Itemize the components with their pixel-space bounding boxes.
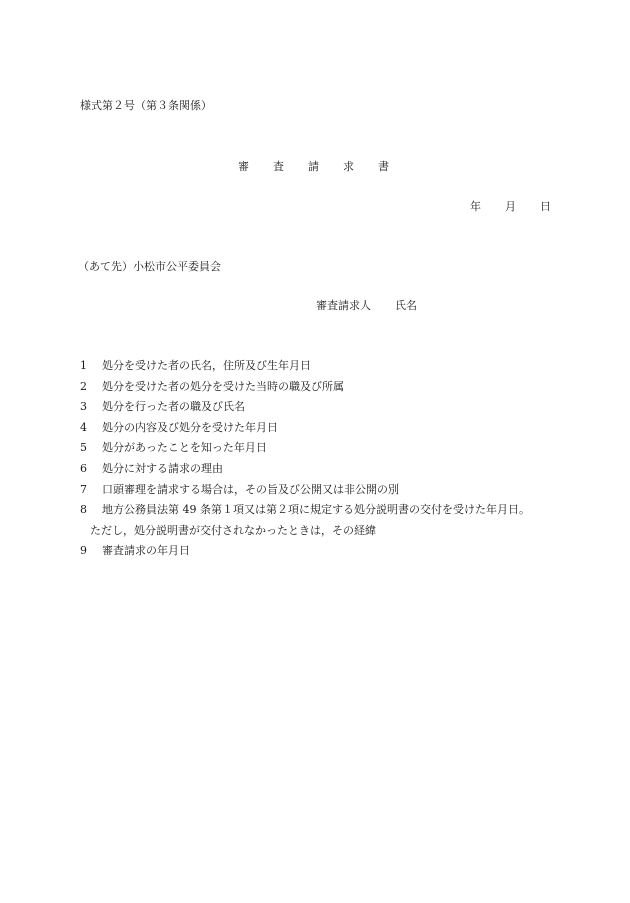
addressee: （あて先）小松市公平委員会: [78, 260, 221, 273]
item-number: 1: [80, 359, 87, 372]
date-year: 年: [470, 200, 481, 213]
item-number: 5: [80, 441, 87, 455]
list-item: [80, 438, 600, 459]
item-text: 地方公務員法第 49 条第１項又は第２項に規定する処分説明書の交付を受けた年月日。: [102, 503, 530, 517]
list-item: [80, 541, 600, 562]
requester-name-label: 氏名: [395, 299, 417, 312]
item-text: 口頭審理を請求する場合は，その旨及び公開又は非公開の別: [102, 482, 399, 496]
list-item: [80, 377, 600, 398]
date-day: 日: [540, 200, 551, 213]
item-text: 処分を行った者の職及び氏名: [102, 400, 245, 414]
title-char: 書: [378, 160, 389, 173]
item-number: 6: [80, 461, 87, 475]
list-item: [80, 356, 600, 377]
item-text: 処分を受けた者の氏名，住所及び生年月日: [102, 359, 311, 372]
item-text: 審査請求の年月日: [102, 544, 190, 558]
item-text: ただし，処分説明書が交付されなかったときは，その経緯: [90, 523, 376, 537]
title-char: 求: [343, 160, 354, 173]
date-month: 月: [505, 200, 516, 213]
list-item: [80, 397, 600, 418]
requester-label: 審査請求人: [316, 299, 371, 312]
list-item: [80, 418, 600, 439]
document-title: [238, 158, 389, 174]
list-item: [80, 500, 600, 521]
item-text: 処分に対する請求の理由: [102, 461, 223, 475]
item-text: 処分があったことを知った年月日: [102, 441, 267, 455]
item-number: 4: [80, 420, 87, 434]
requester-line: [316, 297, 417, 313]
title-char: 査: [273, 160, 284, 173]
item-text: 処分の内容及び処分を受けた年月日: [102, 420, 278, 434]
item-number: 9: [80, 544, 87, 558]
form-number: 様式第２号（第３条関係）: [80, 99, 212, 112]
item-number: 3: [80, 400, 87, 414]
title-char: 審: [238, 160, 249, 173]
date-line: [470, 198, 551, 214]
item-number: 2: [80, 379, 87, 393]
list-item: [80, 480, 600, 501]
list-item-continuation: [80, 521, 600, 542]
title-char: 請: [308, 160, 319, 173]
item-text: 処分を受けた者の処分を受けた当時の職及び所属: [102, 379, 344, 393]
item-number: 8: [80, 503, 87, 517]
item-number: 7: [80, 482, 87, 496]
list-item: [80, 459, 600, 480]
item-list: [80, 356, 600, 562]
